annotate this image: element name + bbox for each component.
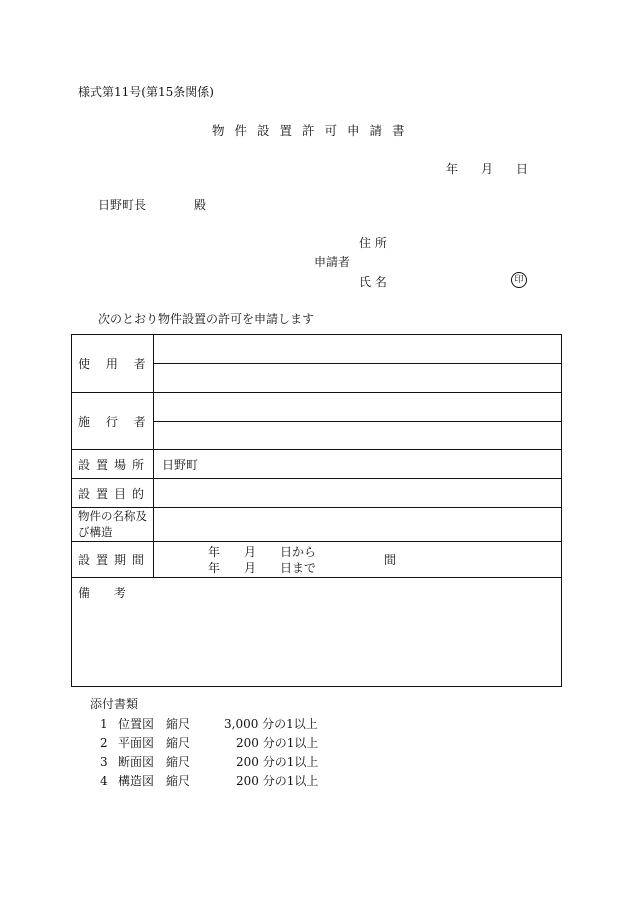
contractor-label: 施 行 者 <box>72 393 154 449</box>
attachment-scale: 200 分の1以上 <box>236 755 319 769</box>
applicant-label: 申請者 <box>314 255 351 269</box>
object-label: 物件の名称及び構造 <box>72 508 154 541</box>
user-row <box>72 335 561 393</box>
date-month-label: 月 <box>481 162 494 176</box>
attachment-no: 1 <box>100 717 108 731</box>
attachment-name: 構造図 <box>118 774 155 788</box>
period-from-month: 月 <box>244 545 257 559</box>
attachment-item <box>0 737 630 751</box>
application-table <box>71 334 562 687</box>
attachment-name: 断面図 <box>118 755 155 769</box>
address-label: 住 所 <box>359 236 387 250</box>
attachment-scale: 3,000 分の1以上 <box>224 717 318 731</box>
addressee-honorific: 殿 <box>194 198 207 212</box>
period-duration: 間 <box>384 553 397 567</box>
location-value: 日野町 <box>162 458 199 472</box>
purpose-label: 設置目的 <box>72 479 154 507</box>
period-label: 設置期間 <box>72 542 154 577</box>
form-title: 物件設置許可申請書 <box>212 123 415 138</box>
location-row <box>72 450 561 479</box>
attachment-name: 平面図 <box>118 736 155 750</box>
period-to-month: 月 <box>244 561 257 575</box>
attachment-scale: 200 分の1以上 <box>236 736 319 750</box>
addressee: 日野町長 <box>98 198 147 212</box>
attachments-title: 添付書類 <box>90 697 139 711</box>
contractor-row <box>72 393 561 450</box>
attachment-item <box>0 756 630 770</box>
period-to-day: 日まで <box>280 561 317 575</box>
user-label: 使 用 者 <box>72 335 154 392</box>
attachment-scale-label: 縮尺 <box>166 755 191 769</box>
attachment-item <box>0 775 630 789</box>
attachment-no: 3 <box>100 755 108 769</box>
remarks-label: 備 考 <box>78 586 136 600</box>
intro-text: 次のとおり物件設置の許可を申請します <box>98 312 315 326</box>
remarks-row <box>72 578 561 686</box>
period-from-year: 年 <box>208 545 221 559</box>
attachment-scale-label: 縮尺 <box>166 717 191 731</box>
attachment-name: 位置図 <box>118 717 155 731</box>
date-year-label: 年 <box>446 162 459 176</box>
form-number: 様式第11号(第15条関係) <box>78 85 214 99</box>
period-row <box>72 542 561 578</box>
attachment-scale-label: 縮尺 <box>166 774 191 788</box>
period-to-year: 年 <box>208 561 221 575</box>
attachment-no: 4 <box>100 774 108 788</box>
attachment-scale-label: 縮尺 <box>166 736 191 750</box>
date-day-label: 日 <box>516 162 529 176</box>
name-label: 氏 名 <box>359 275 387 289</box>
object-row <box>72 508 561 542</box>
attachment-scale: 200 分の1以上 <box>236 774 319 788</box>
attachment-item <box>0 718 630 732</box>
period-from-day: 日から <box>280 545 317 559</box>
seal-icon: 印 <box>511 272 527 288</box>
attachment-no: 2 <box>100 736 108 750</box>
purpose-row <box>72 479 561 508</box>
user-divider <box>154 363 561 364</box>
contractor-divider <box>154 421 561 422</box>
location-label: 設置場所 <box>72 450 154 478</box>
